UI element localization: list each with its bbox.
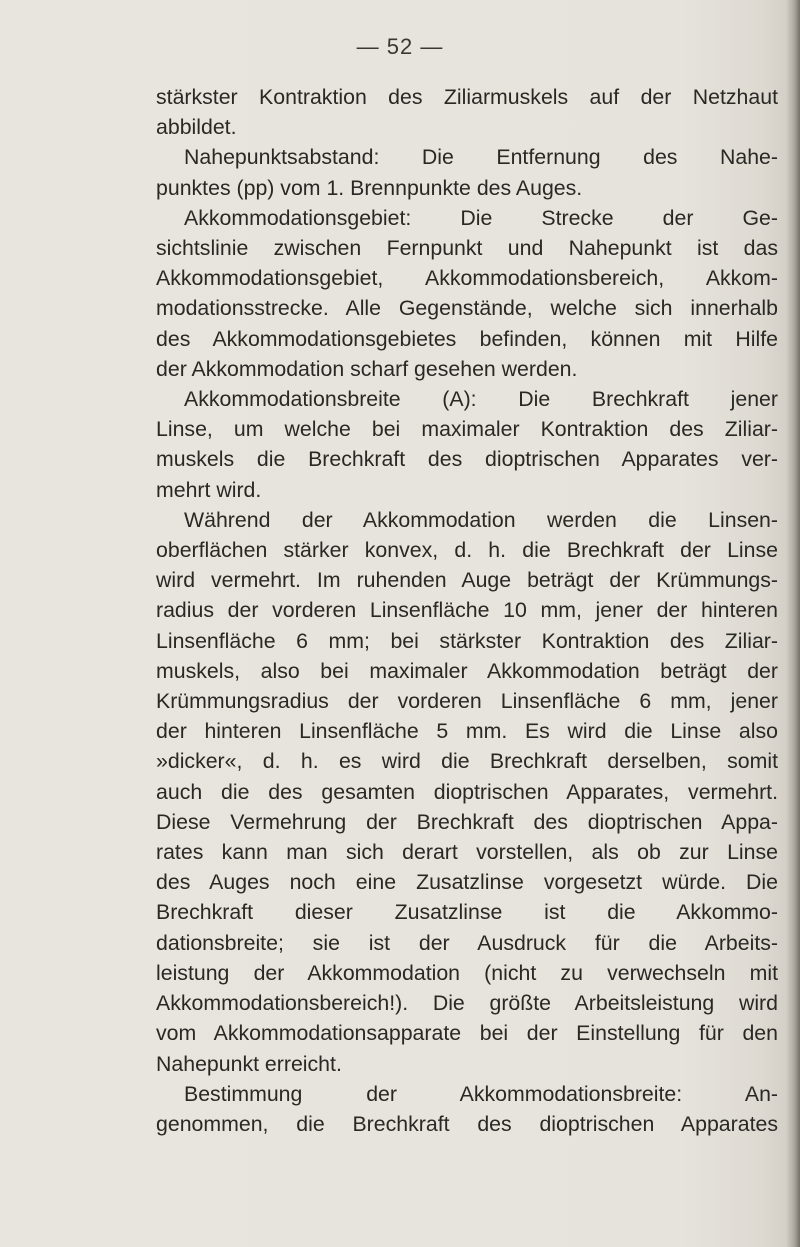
text-line: Akkommodationsbereich!). Die größte Arbeitsleistung wird [156,991,778,1016]
text-line: Brechkraft dieser Zusatzlinse ist die Akkommo- [156,900,778,925]
text-line: oberflächen stärker konvex, d. h. die Brechkraft der Linse [156,538,778,563]
page-edge-shadow [786,0,800,1247]
text-line: Linsenfläche 6 mm; bei stärkster Kontraktion des Ziliar- [156,628,778,653]
text-line: radius der vorderen Linsenfläche 10 mm, jener der hinteren [156,598,778,623]
page-number: — 52 — [356,34,444,59]
text-line: modationsstrecke. Alle Gegenstände, welche sich innerhalb [156,296,778,321]
text-line: Akkommodationsgebiet: Die Strecke der Ge- [184,205,778,230]
text-line: rates kann man sich derart vorstellen, als ob zur Linse [156,840,778,865]
text-line: auch die des gesamten dioptrischen Apparates, vermehrt. [156,779,778,804]
text-line: des Akkommodationsgebietes befinden, können mit Hilfe [156,326,778,351]
text-line: leistung der Akkommodation (nicht zu verwechseln mit [156,960,778,985]
text-line: der hinteren Linsenfläche 5 mm. Es wird die Linse also [156,719,778,744]
body-text [156,82,778,1139]
text-line: Nahepunkt erreicht. [156,1051,342,1076]
text-line: Nahepunktsabstand: Die Entfernung des Nahe- [184,145,778,170]
text-line: Diese Vermehrung der Brechkraft des dioptrischen Appa- [156,809,778,834]
text-line: sichtslinie zwischen Fernpunkt und Nahepunkt ist das [156,236,778,261]
text-line: Akkommodationsgebiet, Akkommodationsbereich, Akkom- [156,266,778,291]
text-line: abbildet. [156,115,237,140]
text-line: Bestimmung der Akkommodationsbreite: An- [184,1081,778,1106]
text-line: dationsbreite; sie ist der Ausdruck für die Arbeits- [156,930,778,955]
text-line: mehrt wird. [156,477,262,502]
text-line: Akkommodationsbreite (A): Die Brechkraft jener [184,387,778,412]
text-line: muskels, also bei maximaler Akkommodation beträgt der [156,658,778,683]
text-line: Während der Akkommodation werden die Linsen- [184,507,778,532]
text-line: vom Akkommodationsapparate bei der Einstellung für den [156,1021,778,1046]
text-line: Krümmungsradius der vorderen Linsenfläche 6 mm, jener [156,689,778,714]
text-line: genommen, die Brechkraft des dioptrischen Apparates [156,1111,778,1136]
text-line: der Akkommodation scharf gesehen werden. [156,356,578,381]
text-line: punktes (pp) vom 1. Brennpunkte des Auges. [156,175,583,200]
text-line: Linse, um welche bei maximaler Kontraktion des Ziliar- [156,417,778,442]
text-line: wird vermehrt. Im ruhenden Auge beträgt der Krümmungs- [156,568,778,593]
text-line: stärkster Kontraktion des Ziliarmuskels auf der Netzhaut [156,85,778,109]
text-line: des Auges noch eine Zusatzlinse vorgesetzt würde. Die [156,870,778,895]
text-line: muskels die Brechkraft des dioptrischen Apparates ver- [156,447,778,472]
text-line: »dicker«, d. h. es wird die Brechkraft derselben, somit [156,749,778,774]
